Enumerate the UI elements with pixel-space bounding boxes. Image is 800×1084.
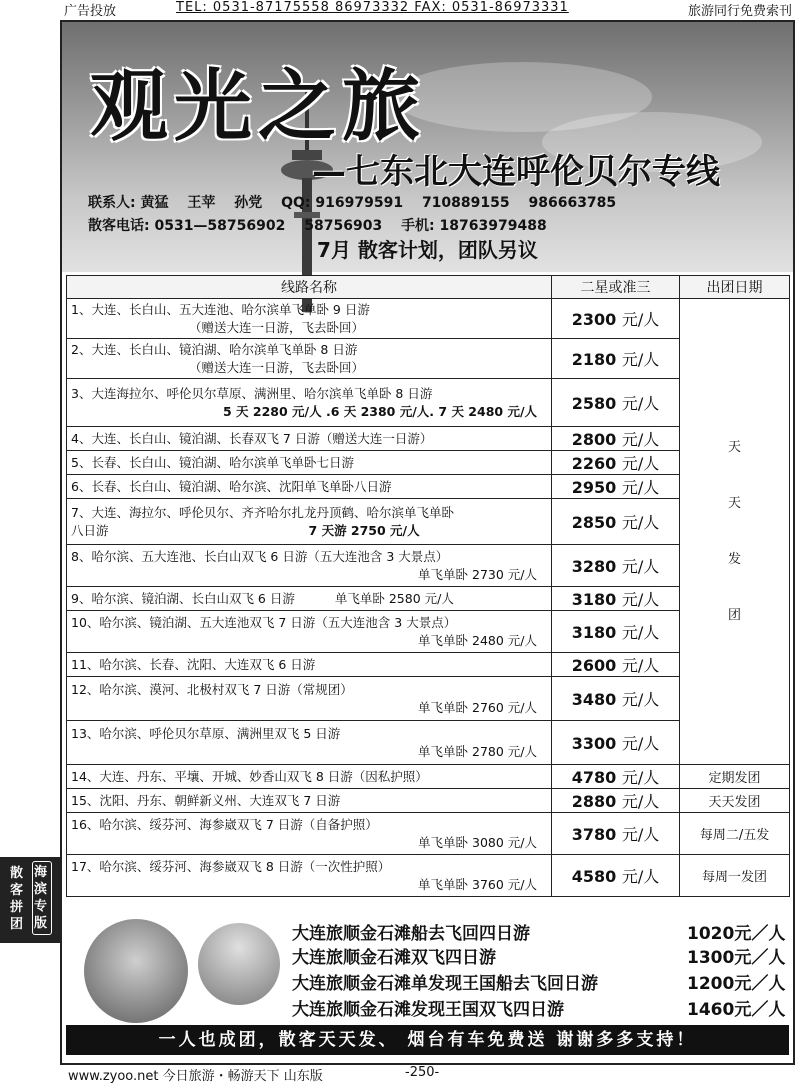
top-bar — [0, 0, 800, 20]
price-unit: 元/人 — [621, 867, 660, 886]
route-name-cell — [67, 677, 552, 721]
price-unit: 元/人 — [621, 557, 660, 576]
mobile-phone: 手机: 18763979488 — [401, 218, 547, 234]
daily-char: 天 — [728, 439, 742, 455]
route-name-cell — [67, 379, 552, 427]
route-price-cell — [552, 611, 680, 653]
route-price: 4580 — [571, 867, 617, 886]
table-header-row — [67, 276, 790, 299]
price-unit: 元/人 — [621, 656, 660, 675]
side-section-tab — [0, 857, 60, 943]
route-price: 2300 — [571, 310, 617, 329]
route-price: 3780 — [571, 825, 617, 844]
route-note: （赠送大连一日游，飞去卧回） — [189, 359, 365, 375]
price-unit: 元/人 — [621, 310, 660, 329]
route-name: 14、大连、丹东、平壤、开城、妙香山双飞 8 日游（因私护照） — [71, 768, 428, 784]
promo-price: 1460元／人 — [687, 1000, 786, 1020]
route-price-cell — [552, 451, 680, 475]
headline-subtitle: —七东北大连呼伦贝尔专线 — [312, 152, 720, 192]
route-price-cell — [552, 789, 680, 813]
route-price: 2180 — [571, 350, 617, 369]
price-unit: 元/人 — [621, 394, 660, 413]
dalian-promo-block — [62, 915, 793, 1025]
route-price-cell — [552, 855, 680, 897]
route-name: 12、哈尔滨、漠河、北极村双飞 7 日游（常规团） — [71, 681, 353, 697]
route-name: 13、哈尔滨、呼伦贝尔草原、满洲里双飞 5 日游 — [71, 725, 341, 741]
plan-heading: 7月 散客计划，团队另议 — [317, 238, 538, 262]
qq-number: 710889155 — [421, 195, 510, 211]
promo-price: 1200元／人 — [687, 974, 786, 994]
departure-schedule: 每周二/五发 — [680, 813, 790, 855]
footer-site[interactable]: www.zyoo.net 今日旅游・畅游天下 山东版 — [68, 1069, 323, 1084]
route-name-cell — [67, 499, 552, 545]
ad-label: 广告投放 — [64, 4, 117, 19]
daily-char: 团 — [728, 607, 742, 623]
route-name-cell — [67, 587, 552, 611]
route-note: 7 天游 2750 元/人 — [308, 522, 420, 538]
page-number: -250- — [405, 1065, 440, 1080]
price-unit: 元/人 — [621, 350, 660, 369]
route-name-cell — [67, 721, 552, 765]
route-note: 5 天 2280 元/人 .6 天 2380 元/人. 7 天 2480 元/人 — [222, 403, 538, 419]
route-name-cell — [67, 299, 552, 339]
qq-number: QQ: 916979591 — [281, 195, 404, 211]
table-row — [67, 855, 790, 897]
route-name-cell — [67, 339, 552, 379]
route-name-cell — [67, 855, 552, 897]
route-price: 3180 — [571, 623, 617, 642]
price-unit: 元/人 — [621, 513, 660, 532]
route-name-cell — [67, 653, 552, 677]
route-name-cell — [67, 545, 552, 587]
route-note: 单飞单卧 2780 元/人 — [418, 743, 538, 759]
route-name: 3、大连海拉尔、呼伦贝尔草原、满洲里、哈尔滨单飞单卧 8 日游 — [71, 385, 433, 401]
route-price-cell — [552, 765, 680, 789]
route-price: 2850 — [571, 513, 617, 532]
price-unit: 元/人 — [621, 623, 660, 642]
route-price-cell — [552, 427, 680, 451]
promo-price: 1020元／人 — [687, 924, 786, 944]
departure-schedule: 天天发团 — [680, 789, 790, 813]
route-price-cell — [552, 653, 680, 677]
beach-photo-2 — [198, 923, 280, 1005]
price-unit: 元/人 — [621, 792, 660, 811]
slogan-bar: 一人也成团，散客天天发、 烟台有车免费送 谢谢多多支持！ — [66, 1025, 789, 1055]
route-name-cell — [67, 611, 552, 653]
route-price: 2880 — [571, 792, 617, 811]
price-unit: 元/人 — [621, 478, 660, 497]
col-header-price: 二星或准三 — [552, 276, 680, 299]
route-name: 2、大连、长白山、镜泊湖、哈尔滨单飞单卧 8 日游 — [71, 341, 358, 357]
price-unit: 元/人 — [621, 454, 660, 473]
beach-photo-1 — [84, 919, 188, 1023]
route-price-cell — [552, 475, 680, 499]
route-name: 16、哈尔滨、绥芬河、海参崴双飞 7 日游（自备护照） — [71, 816, 378, 832]
route-note: （赠送大连一日游，飞去卧回） — [189, 319, 365, 335]
table-row — [67, 813, 790, 855]
route-name: 15、沈阳、丹东、朝鲜新义州、大连双飞 7 日游 — [71, 792, 341, 808]
route-price-cell — [552, 813, 680, 855]
contact-line-2 — [88, 215, 561, 235]
promo-route-name: 大连旅顺金石滩发现王国双飞四日游 — [292, 1000, 564, 1020]
price-unit: 元/人 — [621, 825, 660, 844]
routes-table — [66, 275, 790, 897]
contact-phone-fax[interactable]: TEL: 0531-87175558 86973332 FAX: 0531-86973331 — [176, 0, 569, 15]
free-magazine-label: 旅游同行免费索刊 — [687, 4, 792, 19]
contact-person: 孙党 — [234, 195, 263, 211]
table-row — [67, 299, 790, 339]
route-note: 单飞单卧 2580 元/人 — [334, 590, 454, 606]
headline-title: 观光之旅 — [90, 61, 427, 152]
route-note: 单飞单卧 2730 元/人 — [418, 566, 538, 582]
route-name: 17、哈尔滨、绥芬河、海参崴双飞 8 日游（一次性护照） — [71, 858, 391, 874]
route-price: 3180 — [571, 590, 617, 609]
route-name-cell — [67, 475, 552, 499]
col-header-date: 出团日期 — [680, 276, 790, 299]
route-price: 4780 — [571, 768, 617, 787]
route-name: 11、哈尔滨、长春、沈阳、大连双飞 6 日游 — [71, 656, 316, 672]
price-unit: 元/人 — [621, 430, 660, 449]
table-row — [67, 789, 790, 813]
route-price: 2600 — [571, 656, 617, 675]
hero-banner — [62, 22, 793, 272]
route-name-cell — [67, 813, 552, 855]
route-price-cell — [552, 499, 680, 545]
route-price-cell — [552, 379, 680, 427]
contact-person: 王苹 — [187, 195, 216, 211]
route-price-cell — [552, 299, 680, 339]
route-price: 2580 — [571, 394, 617, 413]
promo-route-name: 大连旅顺金石滩单发现王国船去飞回日游 — [292, 974, 598, 994]
route-price-cell — [552, 545, 680, 587]
route-price-cell — [552, 587, 680, 611]
route-note: 单飞单卧 2480 元/人 — [418, 632, 538, 648]
route-name-cell — [67, 789, 552, 813]
side-label-coastal: 海滨专版 — [32, 861, 52, 935]
daily-char: 天 — [728, 495, 742, 511]
route-name-cont: 八日游 — [71, 522, 109, 538]
price-unit: 元/人 — [621, 734, 660, 753]
route-name: 10、哈尔滨、镜泊湖、五大连池双飞 7 日游（五大连池含 3 大景点） — [71, 614, 457, 630]
route-name-cell — [67, 765, 552, 789]
route-price: 2800 — [571, 430, 617, 449]
route-price-cell — [552, 339, 680, 379]
col-header-route: 线路名称 — [67, 276, 552, 299]
price-unit: 元/人 — [621, 768, 660, 787]
price-unit: 元/人 — [621, 590, 660, 609]
route-name: 7、大连、海拉尔、呼伦贝尔、齐齐哈尔扎龙丹顶鹤、哈尔滨单飞单卧 — [71, 504, 454, 520]
route-name: 6、长春、长白山、镜泊湖、哈尔滨、沈阳单飞单卧八日游 — [71, 478, 392, 494]
route-price: 3300 — [571, 734, 617, 753]
retail-phone: 散客电话: 0531—58756902 — [88, 218, 286, 234]
table-row — [67, 765, 790, 789]
route-price: 2950 — [571, 478, 617, 497]
side-label-group-tour: 散客拼团 — [10, 866, 24, 932]
promo-route-name: 大连旅顺金石滩船去飞回四日游 — [292, 924, 530, 944]
departure-schedule: 每周一发团 — [680, 855, 790, 897]
route-price-cell — [552, 677, 680, 721]
route-name: 1、大连、长白山、五大连池、哈尔滨单飞单卧 9 日游 — [71, 301, 370, 317]
route-name: 8、哈尔滨、五大连池、长白山双飞 6 日游（五大连池含 3 大景点） — [71, 548, 449, 564]
daily-departure-cell — [680, 299, 790, 765]
route-name-cell — [67, 451, 552, 475]
route-name: 9、哈尔滨、镜泊湖、长白山双飞 6 日游 — [71, 590, 295, 606]
daily-char: 发 — [728, 551, 742, 567]
route-note: 单飞单卧 3760 元/人 — [418, 876, 538, 892]
route-price: 3480 — [571, 690, 617, 709]
advert-frame — [60, 20, 795, 1065]
route-name: 4、大连、长白山、镜泊湖、长春双飞 7 日游（赠送大连一日游） — [71, 430, 433, 446]
departure-schedule: 定期发团 — [680, 765, 790, 789]
retail-phone: 58756903 — [304, 218, 383, 234]
promo-price: 1300元／人 — [687, 948, 786, 968]
price-unit: 元/人 — [621, 690, 660, 709]
route-note: 单飞单卧 2760 元/人 — [418, 699, 538, 715]
contact-line-1 — [88, 192, 630, 212]
route-note: 单飞单卧 3080 元/人 — [418, 834, 538, 850]
route-price: 2260 — [571, 454, 617, 473]
route-name-cell — [67, 427, 552, 451]
qq-number: 986663785 — [528, 195, 617, 211]
promo-route-name: 大连旅顺金石滩双飞四日游 — [292, 948, 496, 968]
page-footer — [60, 1065, 790, 1083]
route-price-cell — [552, 721, 680, 765]
contact-person: 联系人: 黄猛 — [88, 195, 169, 211]
route-name: 5、长春、长白山、镜泊湖、哈尔滨单飞单卧七日游 — [71, 454, 354, 470]
route-price: 3280 — [571, 557, 617, 576]
